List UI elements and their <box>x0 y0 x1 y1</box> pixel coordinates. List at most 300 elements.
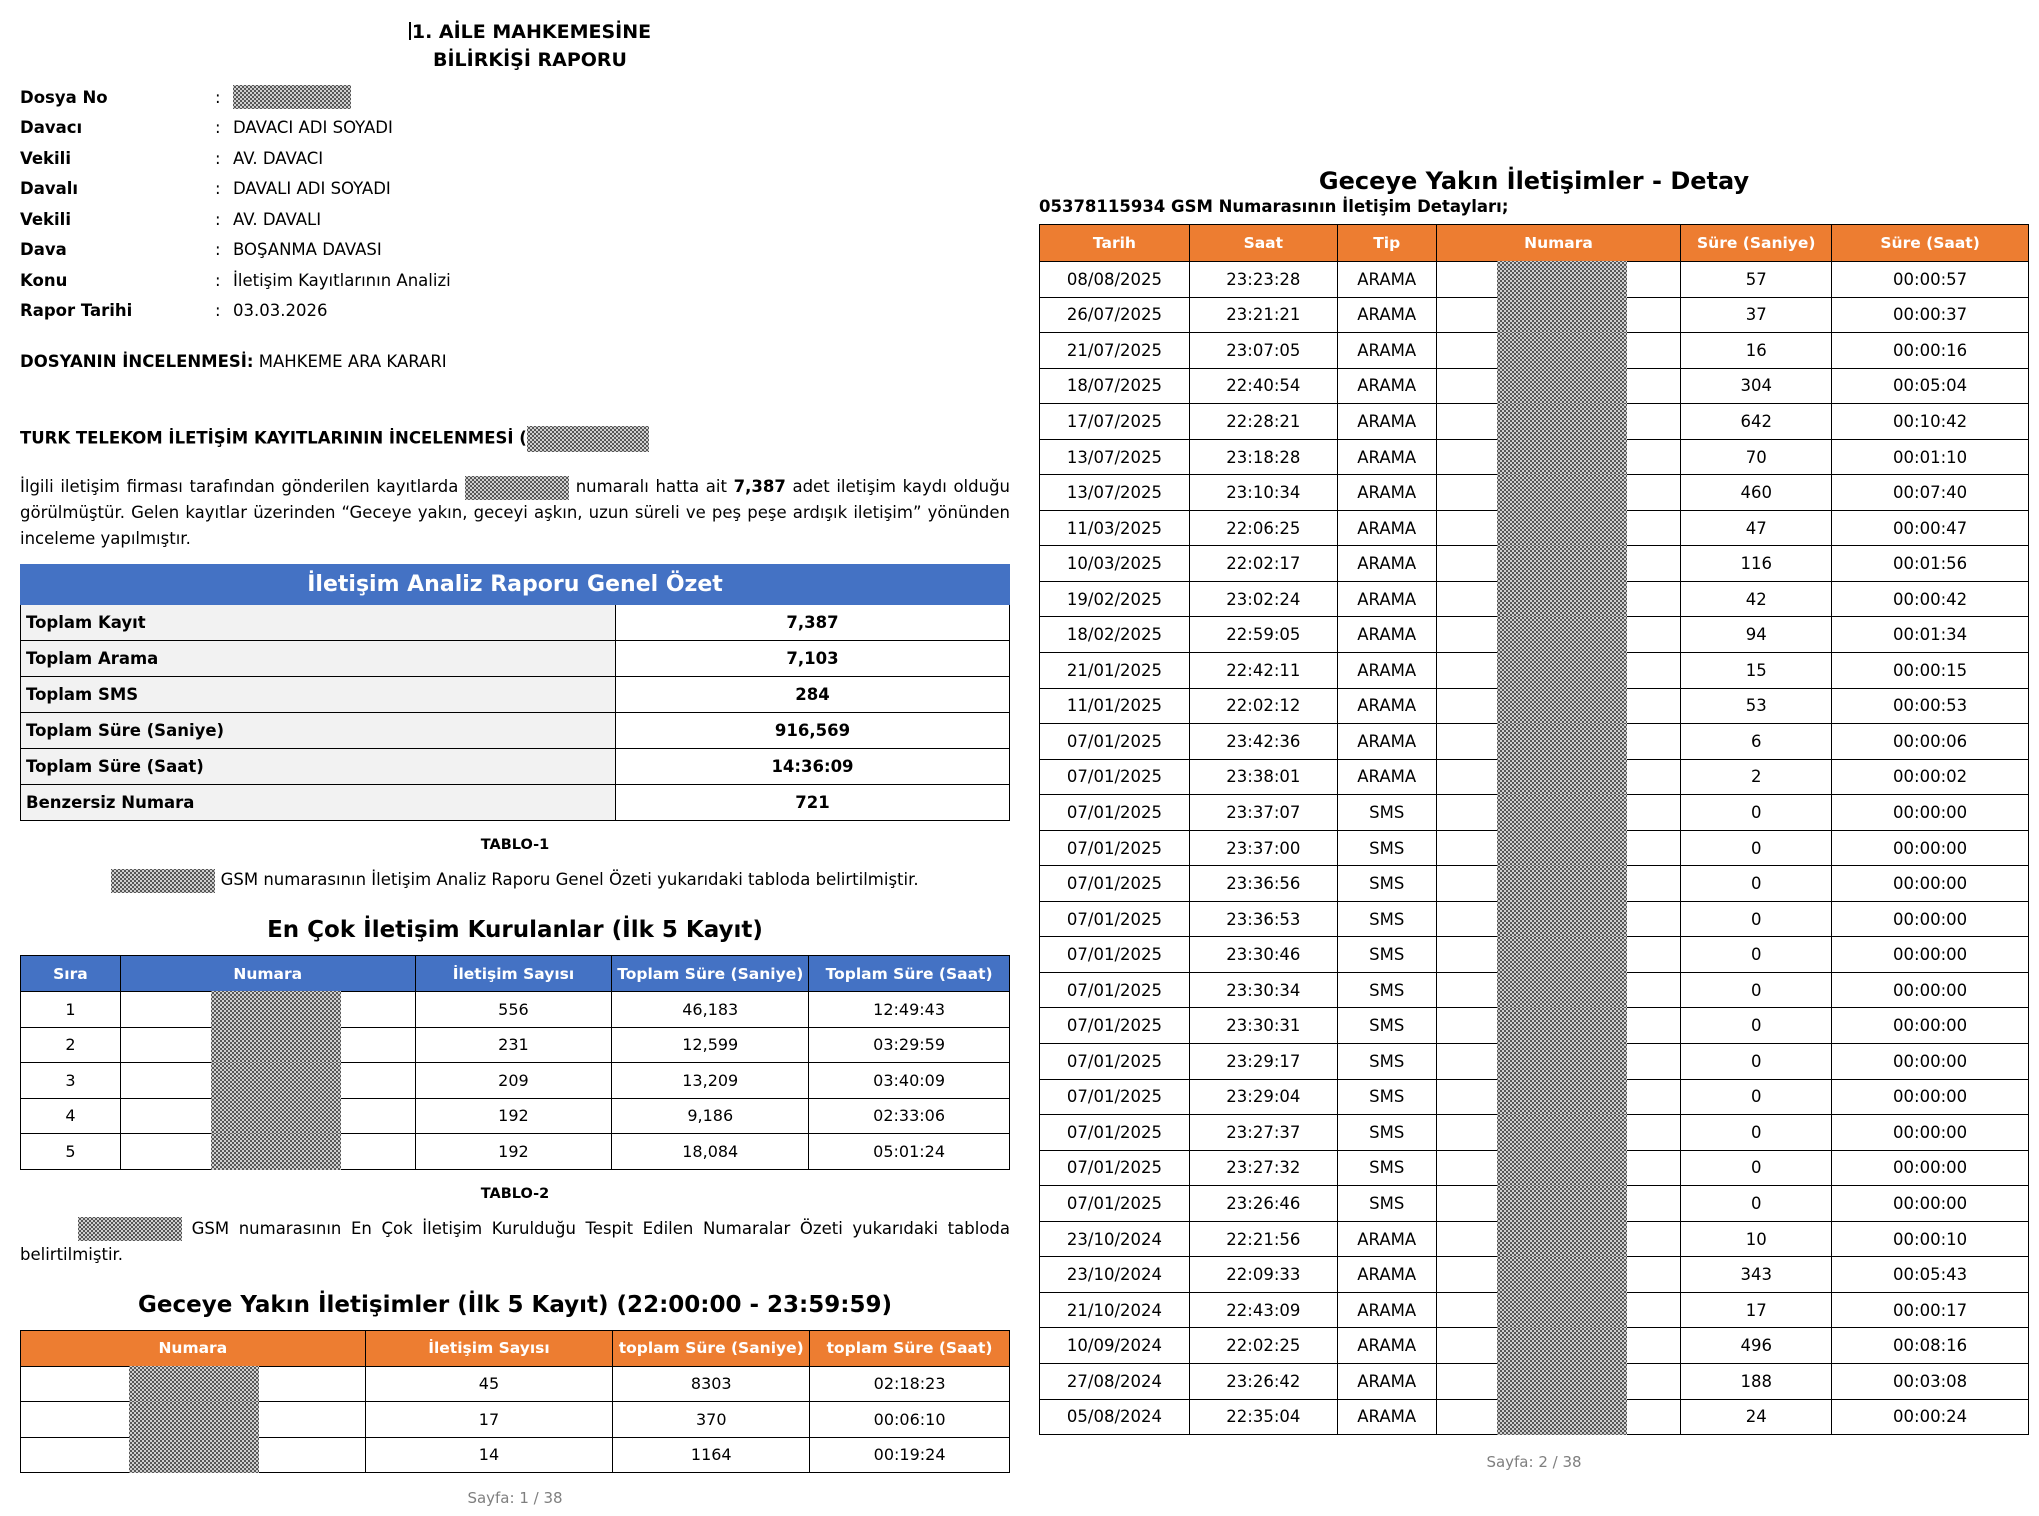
seconds-cell: 0 <box>1681 901 1832 937</box>
duration-cell: 00:00:00 <box>1832 1008 2029 1044</box>
seconds-cell: 0 <box>1681 866 1832 902</box>
detail-row <box>1040 1292 2029 1328</box>
time-cell: 23:30:46 <box>1189 937 1337 973</box>
time-cell: 22:06:25 <box>1189 510 1337 546</box>
duration-cell: 00:00:00 <box>1832 901 2029 937</box>
detail-row <box>1040 546 2029 582</box>
duration-cell: 00:00:42 <box>1832 581 2029 617</box>
detail-row <box>1040 972 2029 1008</box>
meta-value: DAVACI ADI SOYADI <box>233 118 393 138</box>
date-cell: 21/01/2025 <box>1040 653 1190 689</box>
date-cell: 26/07/2025 <box>1040 297 1190 333</box>
number-cell <box>1436 1150 1681 1186</box>
number-cell <box>21 1437 366 1473</box>
intro-paragraph: İlgili iletişim firması tarafından gönderilen kayıtlarda numaralı hatta ait 7,387 adet iletişim kaydı olduğu görülmüştür. Gelen kayıtlar üzerinden “Geceye yakın, geceyi aşkın, uzun süreli ve peş peşe ardışık iletişim” yönünden inceleme yapılmıştır. <box>20 477 1010 548</box>
meta-value: İletişim Kayıtlarının Analizi <box>233 270 451 290</box>
redacted-number <box>1497 1150 1627 1187</box>
table-row <box>21 1437 1010 1473</box>
date-cell: 11/01/2025 <box>1040 688 1190 724</box>
meta-label: Dava <box>20 240 67 260</box>
meta-label: Davalı <box>20 179 79 199</box>
type-cell: SMS <box>1337 901 1436 937</box>
summary-row <box>21 785 1010 821</box>
column-header: Toplam Süre (Saat) <box>809 956 1010 992</box>
redacted-number <box>1497 759 1627 796</box>
type-cell: ARAMA <box>1337 297 1436 333</box>
table-1-caption: TABLO-1 <box>480 837 550 853</box>
seconds-cell: 13,209 <box>612 1063 809 1099</box>
meta-row <box>20 265 1010 296</box>
page-2-footer: Sayfa: 2 / 38 <box>1486 1453 1582 1472</box>
number-cell <box>1436 937 1681 973</box>
seconds-cell: 10 <box>1681 1221 1832 1257</box>
seconds-cell: 24 <box>1681 1399 1832 1435</box>
table-row <box>21 992 1010 1028</box>
duration-cell: 00:00:57 <box>1832 262 2029 298</box>
column-header: İletişim Sayısı <box>365 1330 613 1366</box>
date-cell: 07/01/2025 <box>1040 1008 1190 1044</box>
time-cell: 23:21:21 <box>1189 297 1337 333</box>
seconds-cell: 53 <box>1681 688 1832 724</box>
type-cell: SMS <box>1337 1150 1436 1186</box>
redacted-number <box>1497 261 1627 298</box>
type-cell: SMS <box>1337 1186 1436 1222</box>
count-cell: 17 <box>365 1402 613 1438</box>
duration-cell: 00:19:24 <box>810 1437 1010 1473</box>
redacted-number <box>1497 1256 1627 1293</box>
summary-label: Benzersiz Numara <box>21 785 616 821</box>
column-header: İletişim Sayısı <box>415 956 612 992</box>
type-cell: ARAMA <box>1337 617 1436 653</box>
number-cell <box>120 1027 415 1063</box>
duration-cell: 00:10:42 <box>1832 404 2029 440</box>
number-cell <box>1436 368 1681 404</box>
meta-value: 03.03.2026 <box>233 301 328 321</box>
summary-value: 14:36:09 <box>616 749 1010 785</box>
date-cell: 07/01/2025 <box>1040 1079 1190 1115</box>
rank-cell: 1 <box>21 992 121 1028</box>
time-cell: 23:18:28 <box>1189 439 1337 475</box>
seconds-cell: 0 <box>1681 830 1832 866</box>
court-title: 1. AİLE MAHKEMESİNE <box>50 18 1010 46</box>
type-cell: ARAMA <box>1337 1399 1436 1435</box>
duration-cell: 00:07:40 <box>1832 475 2029 511</box>
meta-label: Dosya No <box>20 87 108 107</box>
time-cell: 22:02:12 <box>1189 688 1337 724</box>
number-cell <box>1436 901 1681 937</box>
summary-row <box>21 713 1010 749</box>
duration-cell: 03:40:09 <box>809 1063 1010 1099</box>
redacted-number <box>1497 616 1627 653</box>
table-row <box>21 1366 1010 1402</box>
duration-cell: 00:00:00 <box>1832 972 2029 1008</box>
summary-value: 721 <box>616 785 1010 821</box>
meta-colon: : <box>215 270 221 290</box>
time-cell: 23:38:01 <box>1189 759 1337 795</box>
type-cell: ARAMA <box>1337 333 1436 369</box>
detail-row <box>1040 901 2029 937</box>
count-cell: 14 <box>365 1437 613 1473</box>
duration-cell: 00:00:00 <box>1832 1079 2029 1115</box>
redacted-number <box>1497 1399 1627 1436</box>
redacted-number <box>78 1217 182 1241</box>
date-cell: 27/08/2024 <box>1040 1363 1190 1399</box>
meta-label: Rapor Tarihi <box>20 301 133 321</box>
detail-row <box>1040 688 2029 724</box>
table-row <box>21 1027 1010 1063</box>
summary-row <box>21 749 1010 785</box>
duration-cell: 00:00:00 <box>1832 1044 2029 1080</box>
redacted-number <box>129 1366 259 1403</box>
date-cell: 10/03/2025 <box>1040 546 1190 582</box>
number-cell <box>1436 1008 1681 1044</box>
number-cell <box>120 1063 415 1099</box>
meta-colon: : <box>215 118 221 138</box>
duration-cell: 00:05:04 <box>1832 368 2029 404</box>
seconds-cell: 47 <box>1681 510 1832 546</box>
meta-label: Konu <box>20 270 68 290</box>
column-header: Tip <box>1337 225 1436 262</box>
report-title: BİLİRKİŞİ RAPORU <box>433 49 627 71</box>
summary-row <box>21 641 1010 677</box>
date-cell: 07/01/2025 <box>1040 1150 1190 1186</box>
type-cell: ARAMA <box>1337 1257 1436 1293</box>
detail-row <box>1040 1221 2029 1257</box>
rank-cell: 2 <box>21 1027 121 1063</box>
type-cell: SMS <box>1337 1115 1436 1151</box>
duration-cell: 05:01:24 <box>809 1134 1010 1170</box>
number-cell <box>1436 866 1681 902</box>
duration-cell: 00:00:47 <box>1832 510 2029 546</box>
number-cell <box>120 992 415 1028</box>
redacted-number <box>1497 368 1627 405</box>
seconds-cell: 0 <box>1681 1079 1832 1115</box>
rank-cell: 5 <box>21 1134 121 1170</box>
table-2-caption: TABLO-2 <box>480 1185 550 1202</box>
redacted-number <box>1497 723 1627 760</box>
detail-row <box>1040 1363 2029 1399</box>
detail-row <box>1040 1257 2029 1293</box>
column-header: Numara <box>120 956 415 992</box>
duration-cell: 00:00:00 <box>1832 1186 2029 1222</box>
seconds-cell: 0 <box>1681 1044 1832 1080</box>
duration-cell: 00:00:00 <box>1832 937 2029 973</box>
date-cell: 07/01/2025 <box>1040 972 1190 1008</box>
number-cell <box>120 1098 415 1134</box>
seconds-cell: 8303 <box>613 1366 810 1402</box>
date-cell: 19/02/2025 <box>1040 581 1190 617</box>
page-1 <box>20 18 1010 1507</box>
meta-colon: : <box>215 240 221 260</box>
number-cell <box>1436 1079 1681 1115</box>
seconds-cell: 370 <box>613 1402 810 1438</box>
seconds-cell: 0 <box>1681 795 1832 831</box>
page-1-footer: Sayfa: 1 / 38 <box>467 1489 563 1507</box>
detail-row <box>1040 617 2029 653</box>
detail-table <box>1039 224 2029 1435</box>
column-header: Saat <box>1189 225 1337 262</box>
redacted-number <box>211 1027 341 1064</box>
count-cell: 209 <box>415 1063 612 1099</box>
duration-cell: 00:00:15 <box>1832 653 2029 689</box>
night5-table <box>20 1330 1010 1474</box>
summary-label: Toplam SMS <box>21 677 616 713</box>
seconds-cell: 496 <box>1681 1328 1832 1364</box>
redacted-number <box>211 991 341 1028</box>
number-cell <box>1436 581 1681 617</box>
column-header: Tarih <box>1040 225 1190 262</box>
duration-cell: 03:29:59 <box>809 1027 1010 1063</box>
section-title: TURK TELEKOM İLETİŞİM KAYITLARININ İNCELENMESİ ( <box>20 426 1010 452</box>
table-2-note: GSM numarasının En Çok İletişim Kurulduğu Tespit Edilen Numaralar Özeti yukarıdaki tabloda belirtilmiştir. <box>20 1218 1010 1264</box>
type-cell: ARAMA <box>1337 581 1436 617</box>
time-cell: 23:36:53 <box>1189 901 1337 937</box>
seconds-cell: 16 <box>1681 333 1832 369</box>
rank-cell: 4 <box>21 1098 121 1134</box>
detail-row <box>1040 1115 2029 1151</box>
time-cell: 22:02:25 <box>1189 1328 1337 1364</box>
table-1-note: GSM numarasının İletişim Analiz Raporu Genel Özeti yukarıdaki tabloda belirtilmiştir. <box>20 867 1010 893</box>
time-cell: 22:42:11 <box>1189 653 1337 689</box>
summary-value: 7,103 <box>616 641 1010 677</box>
date-cell: 07/01/2025 <box>1040 866 1190 902</box>
time-cell: 22:43:09 <box>1189 1292 1337 1328</box>
type-cell: ARAMA <box>1337 1363 1436 1399</box>
time-cell: 23:30:34 <box>1189 972 1337 1008</box>
detail-row <box>1040 830 2029 866</box>
type-cell: SMS <box>1337 830 1436 866</box>
type-cell: ARAMA <box>1337 1292 1436 1328</box>
number-cell <box>1436 1115 1681 1151</box>
type-cell: ARAMA <box>1337 1328 1436 1364</box>
time-cell: 23:30:31 <box>1189 1008 1337 1044</box>
redacted-number <box>1497 1185 1627 1222</box>
time-cell: 23:07:05 <box>1189 333 1337 369</box>
redacted-number <box>211 1062 341 1099</box>
time-cell: 23:26:46 <box>1189 1186 1337 1222</box>
detail-row <box>1040 510 2029 546</box>
date-cell: 23/10/2024 <box>1040 1257 1190 1293</box>
meta-colon: : <box>215 179 221 199</box>
type-cell: ARAMA <box>1337 724 1436 760</box>
detail-row <box>1040 333 2029 369</box>
number-cell <box>1436 262 1681 298</box>
duration-cell: 12:49:43 <box>809 992 1010 1028</box>
time-cell: 23:27:37 <box>1189 1115 1337 1151</box>
date-cell: 21/10/2024 <box>1040 1292 1190 1328</box>
summary-label: Toplam Süre (Saat) <box>21 749 616 785</box>
summary-table <box>20 564 1010 821</box>
seconds-cell: 188 <box>1681 1363 1832 1399</box>
summary-value: 7,387 <box>616 605 1010 641</box>
redacted-number <box>1497 1327 1627 1364</box>
count-cell: 231 <box>415 1027 612 1063</box>
detail-row <box>1040 1079 2029 1115</box>
column-header: toplam Süre (Saat) <box>810 1330 1010 1366</box>
duration-cell: 00:01:34 <box>1832 617 2029 653</box>
number-cell <box>1436 1399 1681 1435</box>
redacted-number <box>1497 794 1627 831</box>
type-cell: SMS <box>1337 1008 1436 1044</box>
meta-row <box>20 235 1010 266</box>
redacted-number <box>1497 403 1627 440</box>
seconds-cell: 70 <box>1681 439 1832 475</box>
redacted-number <box>1497 545 1627 582</box>
meta-row <box>20 82 1010 113</box>
redacted-number <box>465 476 569 500</box>
text-cursor <box>409 22 411 40</box>
detail-subtitle: 05378115934 GSM Numarasının İletişim Detayları; <box>1039 197 1509 216</box>
detail-row <box>1040 1044 2029 1080</box>
date-cell: 21/07/2025 <box>1040 333 1190 369</box>
time-cell: 23:26:42 <box>1189 1363 1337 1399</box>
duration-cell: 02:18:23 <box>810 1366 1010 1402</box>
date-cell: 18/07/2025 <box>1040 368 1190 404</box>
duration-cell: 00:00:00 <box>1832 1115 2029 1151</box>
time-cell: 23:29:17 <box>1189 1044 1337 1080</box>
date-cell: 08/08/2025 <box>1040 262 1190 298</box>
type-cell: ARAMA <box>1337 475 1436 511</box>
seconds-cell: 0 <box>1681 1186 1832 1222</box>
redacted-number <box>1497 1363 1627 1400</box>
type-cell: ARAMA <box>1337 653 1436 689</box>
number-cell <box>21 1366 366 1402</box>
column-header: Sıra <box>21 956 121 992</box>
detail-row <box>1040 439 2029 475</box>
time-cell: 23:10:34 <box>1189 475 1337 511</box>
number-cell <box>1436 759 1681 795</box>
redacted-number <box>1497 688 1627 725</box>
date-cell: 07/01/2025 <box>1040 1044 1190 1080</box>
number-cell <box>1436 1044 1681 1080</box>
seconds-cell: 343 <box>1681 1257 1832 1293</box>
night5-title: Geceye Yakın İletişimler (İlk 5 Kayıt) (22:00:00 - 23:59:59) <box>138 1291 892 1318</box>
meta-colon: : <box>215 148 221 168</box>
time-cell: 22:28:21 <box>1189 404 1337 440</box>
type-cell: ARAMA <box>1337 510 1436 546</box>
summary-row <box>21 677 1010 713</box>
seconds-cell: 12,599 <box>612 1027 809 1063</box>
detail-title: Geceye Yakın İletişimler - Detay <box>1318 167 1750 195</box>
date-cell: 07/01/2025 <box>1040 937 1190 973</box>
redacted-number <box>1497 1079 1627 1116</box>
table-row <box>21 1098 1010 1134</box>
date-cell: 07/01/2025 <box>1040 1115 1190 1151</box>
detail-row <box>1040 297 2029 333</box>
detail-row <box>1040 262 2029 298</box>
type-cell: ARAMA <box>1337 759 1436 795</box>
number-cell <box>1436 830 1681 866</box>
number-cell <box>1436 1221 1681 1257</box>
redacted-number <box>211 1133 341 1170</box>
type-cell: ARAMA <box>1337 1221 1436 1257</box>
redacted-number <box>1497 1221 1627 1258</box>
redacted-number <box>1497 1043 1627 1080</box>
column-header: Süre (Saniye) <box>1681 225 1832 262</box>
duration-cell: 00:00:16 <box>1832 333 2029 369</box>
time-cell: 23:37:00 <box>1189 830 1337 866</box>
top5-table <box>20 955 1010 1170</box>
redacted-file-number <box>233 85 351 109</box>
detail-row <box>1040 724 2029 760</box>
duration-cell: 00:00:00 <box>1832 1150 2029 1186</box>
date-cell: 10/09/2024 <box>1040 1328 1190 1364</box>
date-cell: 23/10/2024 <box>1040 1221 1190 1257</box>
seconds-cell: 0 <box>1681 972 1832 1008</box>
type-cell: ARAMA <box>1337 404 1436 440</box>
column-header: Numara <box>21 1330 366 1366</box>
duration-cell: 00:00:00 <box>1832 866 2029 902</box>
number-cell <box>1436 475 1681 511</box>
number-cell <box>1436 724 1681 760</box>
meta-label: Davacı <box>20 118 83 138</box>
time-cell: 23:36:56 <box>1189 866 1337 902</box>
meta-colon: : <box>215 87 221 107</box>
redacted-number <box>1497 936 1627 973</box>
seconds-cell: 304 <box>1681 368 1832 404</box>
number-cell <box>1436 297 1681 333</box>
time-cell: 22:09:33 <box>1189 1257 1337 1293</box>
number-cell <box>1436 688 1681 724</box>
meta-value: DAVALI ADI SOYADI <box>233 179 391 199</box>
time-cell: 23:27:32 <box>1189 1150 1337 1186</box>
duration-cell: 00:01:56 <box>1832 546 2029 582</box>
number-cell <box>1436 439 1681 475</box>
time-cell: 22:59:05 <box>1189 617 1337 653</box>
seconds-cell: 37 <box>1681 297 1832 333</box>
meta-row <box>20 296 1010 327</box>
column-header: Numara <box>1436 225 1681 262</box>
number-cell <box>1436 333 1681 369</box>
detail-row <box>1040 866 2029 902</box>
date-cell: 17/07/2025 <box>1040 404 1190 440</box>
date-cell: 13/07/2025 <box>1040 439 1190 475</box>
seconds-cell: 1164 <box>613 1437 810 1473</box>
duration-cell: 02:33:06 <box>809 1098 1010 1134</box>
detail-row <box>1040 1150 2029 1186</box>
seconds-cell: 94 <box>1681 617 1832 653</box>
seconds-cell: 2 <box>1681 759 1832 795</box>
redacted-number <box>129 1401 259 1438</box>
type-cell: ARAMA <box>1337 546 1436 582</box>
detail-row <box>1040 1008 2029 1044</box>
summary-value: 916,569 <box>616 713 1010 749</box>
date-cell: 07/01/2025 <box>1040 759 1190 795</box>
meta-label: Vekili <box>20 209 71 229</box>
number-cell <box>1436 546 1681 582</box>
redacted-number <box>111 869 215 893</box>
seconds-cell: 15 <box>1681 653 1832 689</box>
redacted-number <box>129 1437 259 1474</box>
table-row <box>21 1134 1010 1170</box>
number-cell <box>1436 1186 1681 1222</box>
date-cell: 07/01/2025 <box>1040 901 1190 937</box>
redacted-number <box>1497 1007 1627 1044</box>
seconds-cell: 6 <box>1681 724 1832 760</box>
seconds-cell: 9,186 <box>612 1098 809 1134</box>
meta-value: BOŞANMA DAVASI <box>233 240 382 260</box>
seconds-cell: 46,183 <box>612 992 809 1028</box>
duration-cell: 00:00:10 <box>1832 1221 2029 1257</box>
meta-value: AV. DAVALI <box>233 209 322 229</box>
redacted-number <box>1497 581 1627 618</box>
number-cell <box>1436 617 1681 653</box>
redacted-number <box>1497 297 1627 334</box>
count-cell: 556 <box>415 992 612 1028</box>
seconds-cell: 18,084 <box>612 1134 809 1170</box>
duration-cell: 00:00:06 <box>1832 724 2029 760</box>
table-row <box>21 1402 1010 1438</box>
